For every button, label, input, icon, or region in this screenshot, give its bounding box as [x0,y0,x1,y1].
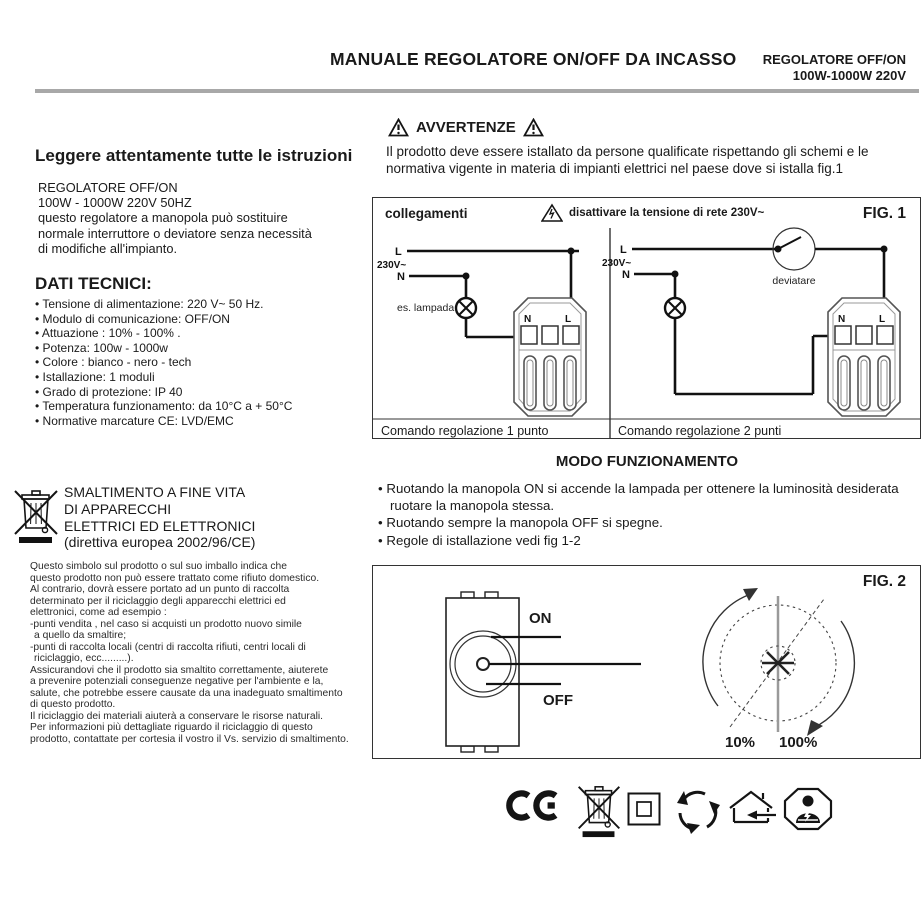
disconnect-mains-text: disattivare la tensione di rete 230V~ [569,207,765,219]
min-percent-label: 10% [725,734,756,751]
ce-mark-icon [506,787,564,824]
svg-text:N: N [524,314,532,325]
dimmer-device-drawing [828,298,900,416]
weee-bin-icon [12,485,60,545]
page-title: MANUALE REGOLATORE ON/OFF DA INCASSO [330,49,737,69]
disposal-line: -punti vendita , nel caso si acquisti un prodotto nuovo simile [30,618,302,630]
svg-text:L: L [620,244,627,256]
class2-insulation-icon [627,792,661,826]
model-line2: 100W-1000W 220V [792,68,906,83]
disposal-line: riciclaggio, ecc.........). [34,653,134,664]
tech-item: • Attuazione : 10% - 100% . [35,326,365,341]
operation-item: • Ruotando sempre la manopola OFF si spegne. [378,514,918,531]
fig1-wiring-diagram [372,197,921,439]
model-block [763,52,906,84]
intro-line: di modifiche all'impianto. [38,240,178,256]
operation-mode-list [378,480,918,549]
svg-text:es. lampada: es. lampada [397,302,455,314]
intro-line: REGOLATORE OFF/ON [38,180,178,195]
disposal-line: Il riciclaggio dei materiali aiuterà a conservare le risorse naturali. [30,710,324,722]
operation-mode-heading: MODO FUNZIONAMENTO [555,453,739,470]
model-line1: REGOLATORE OFF/ON [762,52,906,67]
svg-text:N: N [838,314,846,325]
lightning-triangle-icon [541,203,563,223]
intro-line: questo regolatore a manopola può sostituire [38,210,288,226]
disposal-line: questo prodotto non può essere trattato come rifiuto domestico. [30,572,320,584]
tech-item: • Grado di protezione: IP 40 [35,385,365,400]
tech-item: • Potenza: 100w - 1000w [35,341,365,356]
svg-text:N: N [622,269,630,281]
svg-text:L: L [395,246,402,258]
svg-text:230V~: 230V~ [377,260,407,271]
fig2-label: FIG. 2 [862,573,906,590]
operation-item: • Ruotando la manopola ON si accende la lampada per ottenere la luminosità desiderata ruotare la manopola stessa. [378,480,918,514]
fig2-drawing [373,566,920,758]
dimmer-device-drawing [514,298,586,416]
fig1-caption-left: Comando regolazione 1 punto [381,424,549,438]
tech-data-list [35,297,365,428]
disposal-line: prodotto, contattate per cortesia il vostro il Vs. servizio di smaltimento. [30,733,349,745]
disposal-heading-line: SMALTIMENTO A FINE VITA [64,484,246,500]
disposal-line: Per informazioni più dettagliate riguardo il riciclaggio di questo [30,722,313,733]
disposal-line: -punti di raccolta locali (centri di raccolta rifiuti, centri locali di [30,641,306,653]
disposal-body [30,561,368,745]
knob-on-label: ON [529,610,552,627]
disposal-line: salute, che potrebbe essere causate da una inadeguato smaltimento [30,687,343,699]
disposal-line: Questo simbolo sul prodotto o sul suo imballo indica che [30,561,287,572]
weee-bin-icon [575,781,623,839]
tech-item: • Colore : bianco - nero - tech [35,355,365,370]
max-percent-label: 100% [779,734,818,751]
warning-heading [388,118,544,137]
disposal-heading-line: (direttiva europea 2002/96/CE) [64,534,256,551]
tech-item: • Modulo di comunicazione: OFF/ON [35,312,365,327]
fig1-label: FIG. 1 [862,205,906,222]
operation-item: • Regole di istallazione vedi fig 1-2 [378,532,918,549]
tech-item: • Temperatura funzionamento: da 10°C a + 50°C [35,399,365,414]
disposal-line: a quello da smaltire; [34,630,127,641]
read-instructions-heading: Leggere attentamente tutte le istruzioni [35,146,353,165]
disposal-heading-line: ELETTRICI ED ELETTRONICI [64,517,256,534]
recycling-icon [674,786,720,834]
fig1-caption-right: Comando regolazione 2 punti [618,424,782,438]
knob-off-label: OFF [543,692,573,709]
intro-line: normale interruttore o deviatore senza necessità [38,225,312,241]
warning-paragraph: Il prodotto deve essere istallato da persone qualificate rispettando gli schemi e le normativa vigente in materia di impianti elettrici nel paese dove si istalla fig.1 [386,144,869,177]
fig1-circuit-drawing [373,198,920,438]
svg-text:L: L [879,314,886,325]
disposal-line: Assicurandovi che il prodotto sia smaltito correttamente, aiuterete [30,664,329,676]
tech-item: • Normative marcature CE: LVD/EMC [35,414,365,429]
rotation-diagram [703,588,854,736]
fig2-knob-diagram [372,565,921,759]
disconnect-mains-note [541,203,764,223]
disposal-heading-line: DI APPARECCHI [64,500,172,517]
disposal-line: determinato per il riciclaggio degli apparecchi elettrici ed [30,595,286,607]
disposal-heading [64,484,255,551]
header-divider [35,89,919,93]
tech-item: • Istallazione: 1 moduli [35,370,365,385]
indoor-use-house-icon [727,789,777,827]
disposal-line: a prevenire potenziali conseguenze negative per l'ambiente e la, [30,676,324,687]
svg-text:230V~: 230V~ [602,258,632,269]
tech-item: • Tensione di alimentazione: 220 V~ 50 Hz. [35,297,365,312]
device-front-drawing [446,592,519,752]
warning-heading-text: AVVERTENZE [416,119,516,136]
intro-line: 100W - 1000W 220V 50HZ [38,195,192,211]
tech-data-heading: DATI TECNICI: [35,274,152,293]
disposal-line: Al contrario, dovrà essere portato ad un punto di raccolta [30,584,290,595]
intro-paragraph [38,180,363,256]
disposal-line: elettronici, come ad esempio : [30,607,167,618]
svg-text:L: L [565,314,572,325]
svg-text:deviatare: deviatare [772,275,816,287]
warning-triangle-icon [388,118,409,137]
svg-text:N: N [397,271,405,283]
warning-triangle-icon [523,118,544,137]
professional-installer-icon [783,787,833,831]
disposal-line: di questo prodotto. [30,699,116,710]
collegamenti-label: collegamenti [385,206,468,221]
